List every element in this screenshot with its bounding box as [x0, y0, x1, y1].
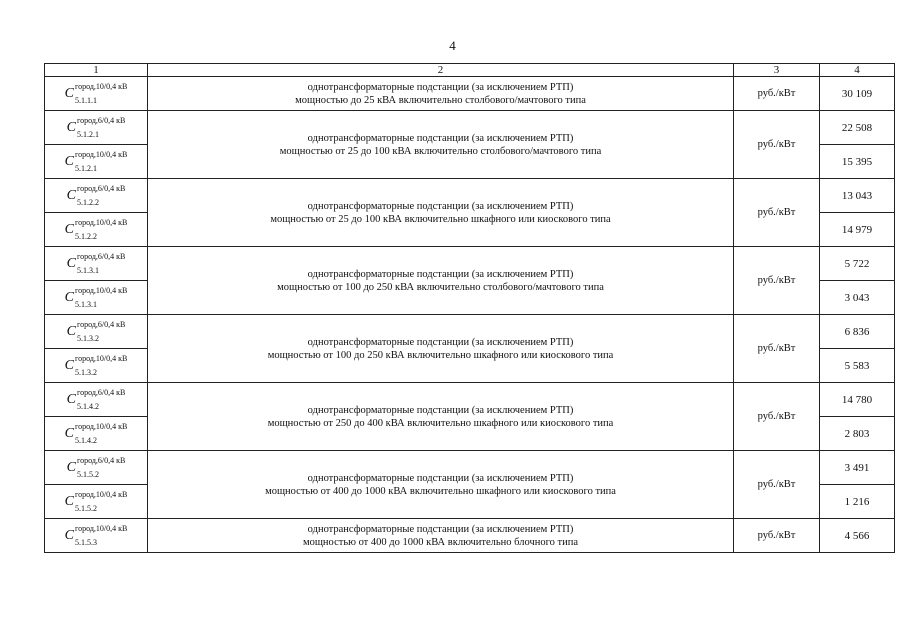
column-header-4: 4: [820, 64, 895, 77]
table-row: [45, 383, 895, 417]
rate-code-scripts: [74, 149, 128, 173]
rate-value-cell: 14 780: [820, 383, 895, 417]
rate-code-cell: [45, 417, 148, 451]
unit-cell: руб./кВт: [734, 519, 820, 553]
rate-code: [66, 455, 126, 479]
description-line-2: мощностью от 100 до 250 кВА включительно шкафного или киоскового типа: [267, 349, 614, 361]
rate-code-scripts: [76, 251, 126, 275]
rate-code-superscript: город,6/0,4 кВ: [76, 183, 126, 193]
description-line-2: мощностью от 400 до 1000 кВА включительно блочного типа: [302, 536, 579, 548]
rate-code-symbol: C: [64, 85, 74, 101]
rate-code-subscript: 5.1.2.1: [76, 129, 99, 139]
description-line-1: однотрансформаторные подстанции (за исключением РТП): [307, 132, 574, 144]
rate-code-symbol: C: [66, 119, 76, 135]
rate-code-subscript: 5.1.3.2: [76, 333, 99, 343]
unit-cell: руб./кВт: [734, 451, 820, 519]
rate-code-symbol: C: [64, 493, 74, 509]
rate-code-scripts: [74, 81, 128, 105]
rate-value-cell: 15 395: [820, 145, 895, 179]
table-row: [45, 77, 895, 111]
rate-code-cell: [45, 179, 148, 213]
description-line-1: однотрансформаторные подстанции (за исключением РТП): [307, 336, 574, 348]
rate-code-superscript: город,10/0,4 кВ: [74, 81, 128, 91]
rate-code-cell: [45, 349, 148, 383]
rate-code-scripts: [76, 183, 126, 207]
rate-code-symbol: C: [64, 153, 74, 169]
rate-code-cell: [45, 383, 148, 417]
rate-code: [64, 81, 128, 105]
rate-code: [64, 523, 128, 547]
rate-value-cell: 6 836: [820, 315, 895, 349]
rate-code-superscript: город,10/0,4 кВ: [74, 421, 128, 431]
description-line-1: однотрансформаторные подстанции (за исключением РТП): [307, 81, 574, 93]
rate-code-symbol: C: [64, 527, 74, 543]
rate-code-symbol: C: [66, 187, 76, 203]
rate-code-subscript: 5.1.1.1: [74, 95, 97, 105]
rate-code: [66, 115, 126, 139]
rate-code-cell: [45, 315, 148, 349]
rate-code-cell: [45, 77, 148, 111]
rate-code-subscript: 5.1.4.2: [74, 435, 97, 445]
rate-code-superscript: город,6/0,4 кВ: [76, 319, 126, 329]
substation-description-cell: [148, 519, 734, 553]
rate-code-superscript: город,10/0,4 кВ: [74, 149, 128, 159]
rate-code-superscript: город,10/0,4 кВ: [74, 285, 128, 295]
rate-code-subscript: 5.1.2.2: [76, 197, 99, 207]
substation-description-cell: [148, 383, 734, 451]
rate-code-superscript: город,6/0,4 кВ: [76, 455, 126, 465]
rate-code-scripts: [76, 319, 126, 343]
rate-code-cell: [45, 111, 148, 145]
rate-value-cell: 2 803: [820, 417, 895, 451]
description-line-2: мощностью от 250 до 400 кВА включительно шкафного или киоскового типа: [267, 417, 614, 429]
rate-code-scripts: [76, 455, 126, 479]
rate-code: [64, 285, 128, 309]
rate-value-cell: 3 043: [820, 281, 895, 315]
substation-description-cell: [148, 451, 734, 519]
rate-code-scripts: [74, 217, 128, 241]
substation-description-cell: [148, 111, 734, 179]
table-row: [45, 519, 895, 553]
rate-code: [66, 387, 126, 411]
rate-value-cell: 4 566: [820, 519, 895, 553]
rate-code-superscript: город,10/0,4 кВ: [74, 353, 128, 363]
rate-code-cell: [45, 451, 148, 485]
rate-code-subscript: 5.1.3.1: [76, 265, 99, 275]
rate-value-cell: 14 979: [820, 213, 895, 247]
rate-code-subscript: 5.1.4.2: [76, 401, 99, 411]
rate-code-subscript: 5.1.5.2: [74, 503, 97, 513]
rate-code-scripts: [76, 115, 126, 139]
rate-code-symbol: C: [64, 289, 74, 305]
description-line-2: мощностью от 25 до 100 кВА включительно шкафного или киоскового типа: [270, 213, 611, 225]
rate-code: [66, 319, 126, 343]
rate-code-superscript: город,10/0,4 кВ: [74, 217, 128, 227]
rate-code-scripts: [74, 353, 128, 377]
description-line-1: однотрансформаторные подстанции (за исключением РТП): [307, 200, 574, 212]
description-line-1: однотрансформаторные подстанции (за исключением РТП): [307, 404, 574, 416]
rate-code-scripts: [76, 387, 126, 411]
rate-value-cell: 5 722: [820, 247, 895, 281]
rate-code-symbol: C: [66, 459, 76, 475]
column-header-3: 3: [734, 64, 820, 77]
rate-value-cell: 3 491: [820, 451, 895, 485]
table-row: [45, 111, 895, 145]
unit-cell: руб./кВт: [734, 179, 820, 247]
substation-description-cell: [148, 315, 734, 383]
rate-code-cell: [45, 281, 148, 315]
rate-value-cell: 5 583: [820, 349, 895, 383]
table-body: [45, 77, 895, 553]
table-row: [45, 247, 895, 281]
rate-code-superscript: город,10/0,4 кВ: [74, 523, 128, 533]
rate-code: [64, 353, 128, 377]
rate-code-subscript: 5.1.2.2: [74, 231, 97, 241]
rate-code-subscript: 5.1.3.1: [74, 299, 97, 309]
rate-value-cell: 1 216: [820, 485, 895, 519]
rate-code-subscript: 5.1.5.2: [76, 469, 99, 479]
description-line-2: мощностью от 100 до 250 кВА включительно столбового/мачтового типа: [277, 281, 604, 293]
rate-value-cell: 22 508: [820, 111, 895, 145]
substation-description-cell: [148, 247, 734, 315]
description-line-1: однотрансформаторные подстанции (за исключением РТП): [307, 523, 574, 535]
description-line-2: мощностью до 25 кВА включительно столбового/мачтового типа: [295, 94, 586, 106]
rate-code: [64, 217, 128, 241]
rate-code-symbol: C: [66, 255, 76, 271]
substation-description-cell: [148, 77, 734, 111]
rate-code-symbol: C: [64, 357, 74, 373]
rate-code: [64, 489, 128, 513]
unit-cell: руб./кВт: [734, 315, 820, 383]
rate-code-subscript: 5.1.2.1: [74, 163, 97, 173]
rate-code-scripts: [74, 489, 128, 513]
unit-cell: руб./кВт: [734, 247, 820, 315]
rate-code-superscript: город,6/0,4 кВ: [76, 387, 126, 397]
rate-code-cell: [45, 485, 148, 519]
rate-code-superscript: город,10/0,4 кВ: [74, 489, 128, 499]
rate-value-cell: 13 043: [820, 179, 895, 213]
rate-code-symbol: C: [64, 221, 74, 237]
rate-code: [66, 251, 126, 275]
page-number: 4: [449, 38, 456, 53]
rate-code-scripts: [74, 285, 128, 309]
description-line-2: мощностью от 25 до 100 кВА включительно столбового/мачтового типа: [279, 145, 602, 157]
rate-code-cell: [45, 145, 148, 179]
substation-description-cell: [148, 179, 734, 247]
rate-code-symbol: C: [66, 323, 76, 339]
unit-cell: руб./кВт: [734, 77, 820, 111]
table-row: [45, 451, 895, 485]
rate-code-symbol: C: [64, 425, 74, 441]
column-header-1: 1: [45, 64, 148, 77]
description-line-1: однотрансформаторные подстанции (за исключением РТП): [307, 268, 574, 280]
column-header-2: 2: [148, 64, 734, 77]
rate-code-subscript: 5.1.5.3: [74, 537, 97, 547]
rate-code-scripts: [74, 523, 128, 547]
rate-value-cell: 30 109: [820, 77, 895, 111]
rate-code-scripts: [74, 421, 128, 445]
rate-code: [64, 421, 128, 445]
rate-code-cell: [45, 519, 148, 553]
rate-code: [66, 183, 126, 207]
table-row: [45, 315, 895, 349]
rate-code-superscript: город,6/0,4 кВ: [76, 115, 126, 125]
rate-code-cell: [45, 247, 148, 281]
rate-code-cell: [45, 213, 148, 247]
rate-code-subscript: 5.1.3.2: [74, 367, 97, 377]
table-row: [45, 179, 895, 213]
rate-code-superscript: город,6/0,4 кВ: [76, 251, 126, 261]
description-line-1: однотрансформаторные подстанции (за исключением РТП): [307, 472, 574, 484]
table-header-row: [45, 64, 895, 77]
rate-code: [64, 149, 128, 173]
description-line-2: мощностью от 400 до 1000 кВА включительно шкафного или киоскового типа: [265, 485, 616, 497]
rate-code-symbol: C: [66, 391, 76, 407]
unit-cell: руб./кВт: [734, 111, 820, 179]
unit-cell: руб./кВт: [734, 383, 820, 451]
tariff-table: [44, 63, 895, 553]
